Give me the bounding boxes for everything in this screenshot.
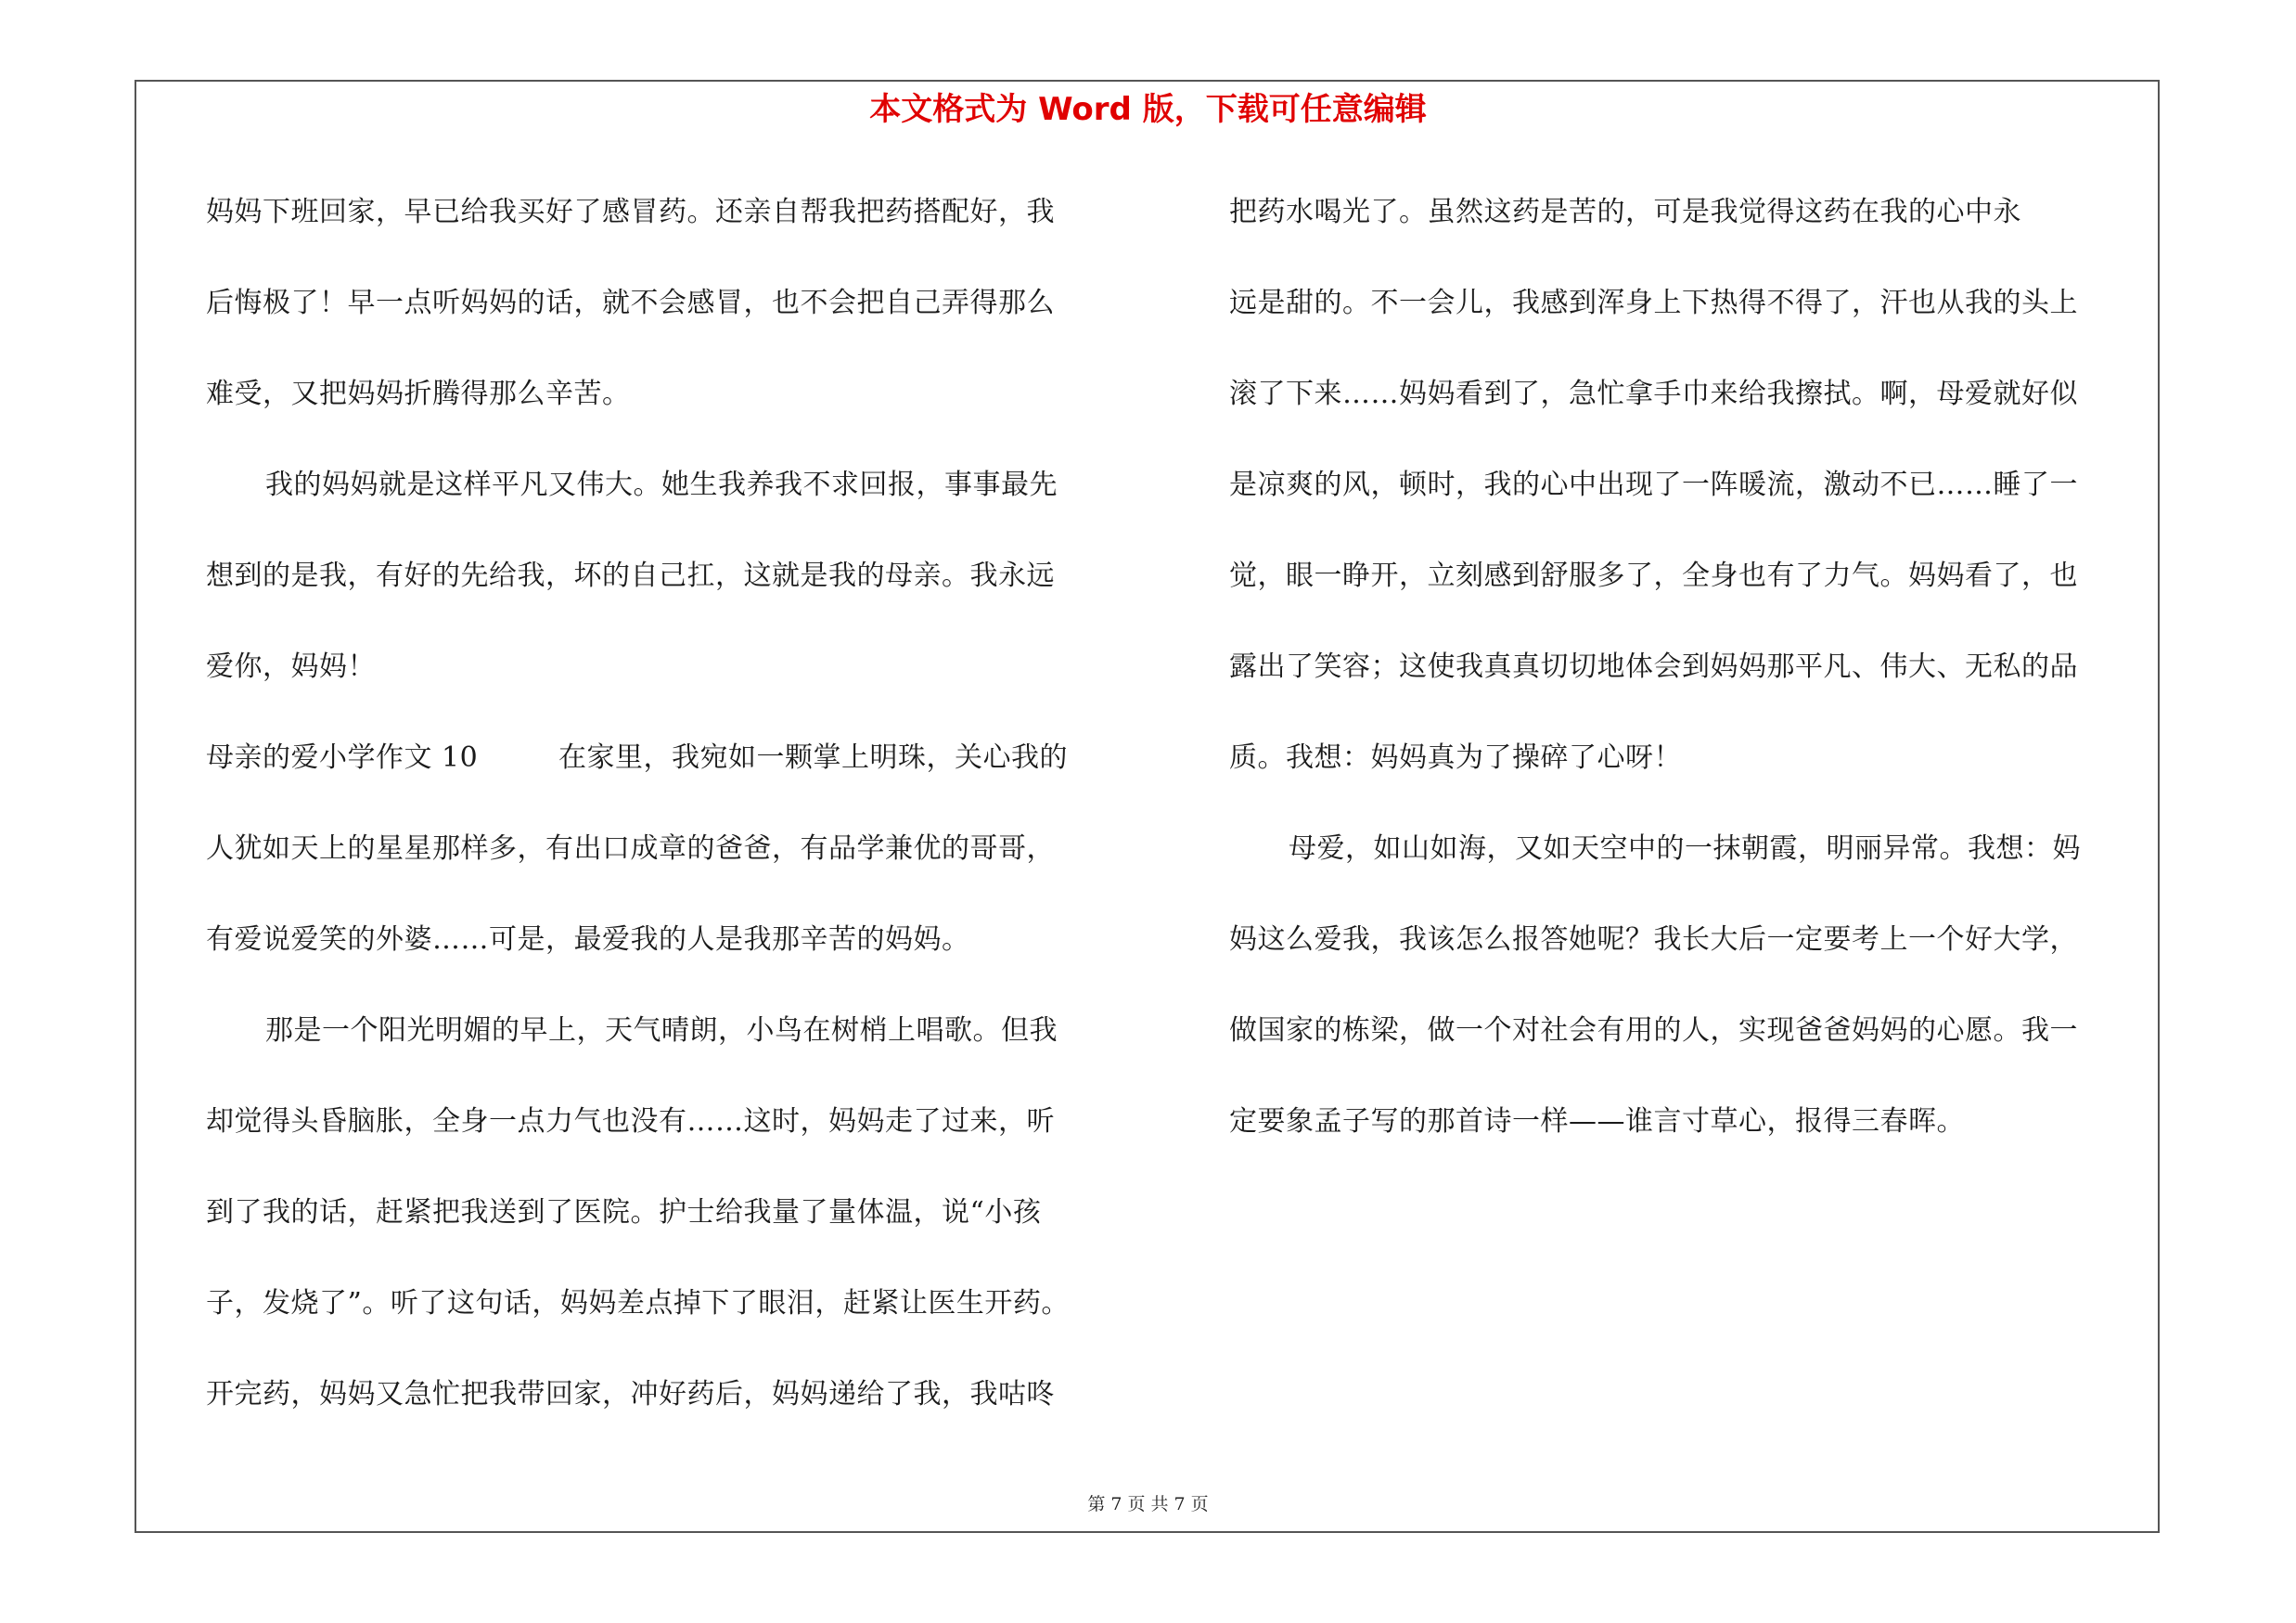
paragraph-line: 想到的是我，有好的先给我，坏的自己扛，这就是我的母亲。我永远	[206, 560, 1055, 592]
paragraph-line: 到了我的话，赶紧把我送到了医院。护士给我量了量体温，说“小孩	[206, 1196, 1042, 1229]
paragraph-line: 有爱说爱笑的外婆……可是，最爱我的人是我那辛苦的妈妈。	[206, 923, 970, 956]
paragraph-line: 妈妈下班回家，早已给我买好了感冒药。还亲自帮我把药搭配好，我	[206, 196, 1055, 228]
paragraph-line: 是凉爽的风，顿时，我的心中出现了一阵暖流，激动不已……睡了一	[1229, 469, 2078, 501]
essay-title: 母亲的爱小学作文 10	[206, 741, 479, 774]
paragraph-line: 子，发烧了”。听了这句话，妈妈差点掉下了眼泪，赶紧让医生开药。	[206, 1287, 1070, 1320]
paragraph-line: 远是甜的。不一会儿，我感到浑身上下热得不得了，汗也从我的头上	[1229, 287, 2078, 319]
paragraph-line: 母爱，如山如海，又如天空中的一抹朝霞，明丽异常。我想：妈	[1289, 832, 2081, 865]
paragraph-line: 质。我想：妈妈真为了操碎了心呀！	[1229, 741, 1682, 774]
paragraph-line: 觉，眼一睁开，立刻感到舒服多了，全身也有了力气。妈妈看了，也	[1229, 560, 2078, 592]
paragraph-line: 开完药，妈妈又急忙把我带回家，冲好药后，妈妈递给了我，我咕咚	[206, 1378, 1055, 1410]
paragraph-text: 在家里，我宛如一颗掌上明珠，关心我的	[558, 741, 1068, 774]
paragraph-line: 滚了下来……妈妈看到了，急忙拿手巾来给我擦拭。啊，母爱就好似	[1229, 378, 2078, 410]
word-format-banner: 本文格式为 Word 版，下载可任意编辑	[869, 91, 1427, 128]
right-column	[1229, 184, 2161, 1184]
paragraph-line: 爱你，妈妈！	[206, 650, 376, 683]
left-column	[206, 184, 1124, 1457]
essay-heading-line	[206, 729, 1124, 820]
paragraph-line: 难受，又把妈妈折腾得那么辛苦。	[206, 378, 631, 410]
paragraph-line: 定要象孟子写的那首诗一样——谁言寸草心，报得三春晖。	[1229, 1105, 1965, 1138]
paragraph-line: 做国家的栋梁，做一个对社会有用的人，实现爸爸妈妈的心愿。我一	[1229, 1014, 2078, 1047]
paragraph-line: 人犹如天上的星星那样多，有出口成章的爸爸，有品学兼优的哥哥，	[206, 832, 1055, 865]
paragraph-line: 把药水喝光了。虽然这药是苦的，可是我觉得这药在我的心中永	[1229, 196, 2021, 228]
paragraph-line: 那是一个阳光明媚的早上，天气晴朗，小鸟在树梢上唱歌。但我	[265, 1014, 1058, 1047]
paragraph-line: 后悔极了！早一点听妈妈的话，就不会感冒，也不会把自己弄得那么	[206, 287, 1055, 319]
paragraph-line: 妈这么爱我，我该怎么报答她呢？我长大后一定要考上一个好大学，	[1229, 923, 2078, 956]
paragraph-line: 却觉得头昏脑胀，全身一点力气也没有……这时，妈妈走了过来，听	[206, 1105, 1055, 1138]
paragraph-line: 露出了笑容；这使我真真切切地体会到妈妈那平凡、伟大、无私的品	[1229, 650, 2078, 683]
page-number: 第 7 页 共 7 页	[1087, 1494, 1209, 1514]
paragraph-line: 我的妈妈就是这样平凡又伟大。她生我养我不求回报，事事最先	[265, 469, 1058, 501]
